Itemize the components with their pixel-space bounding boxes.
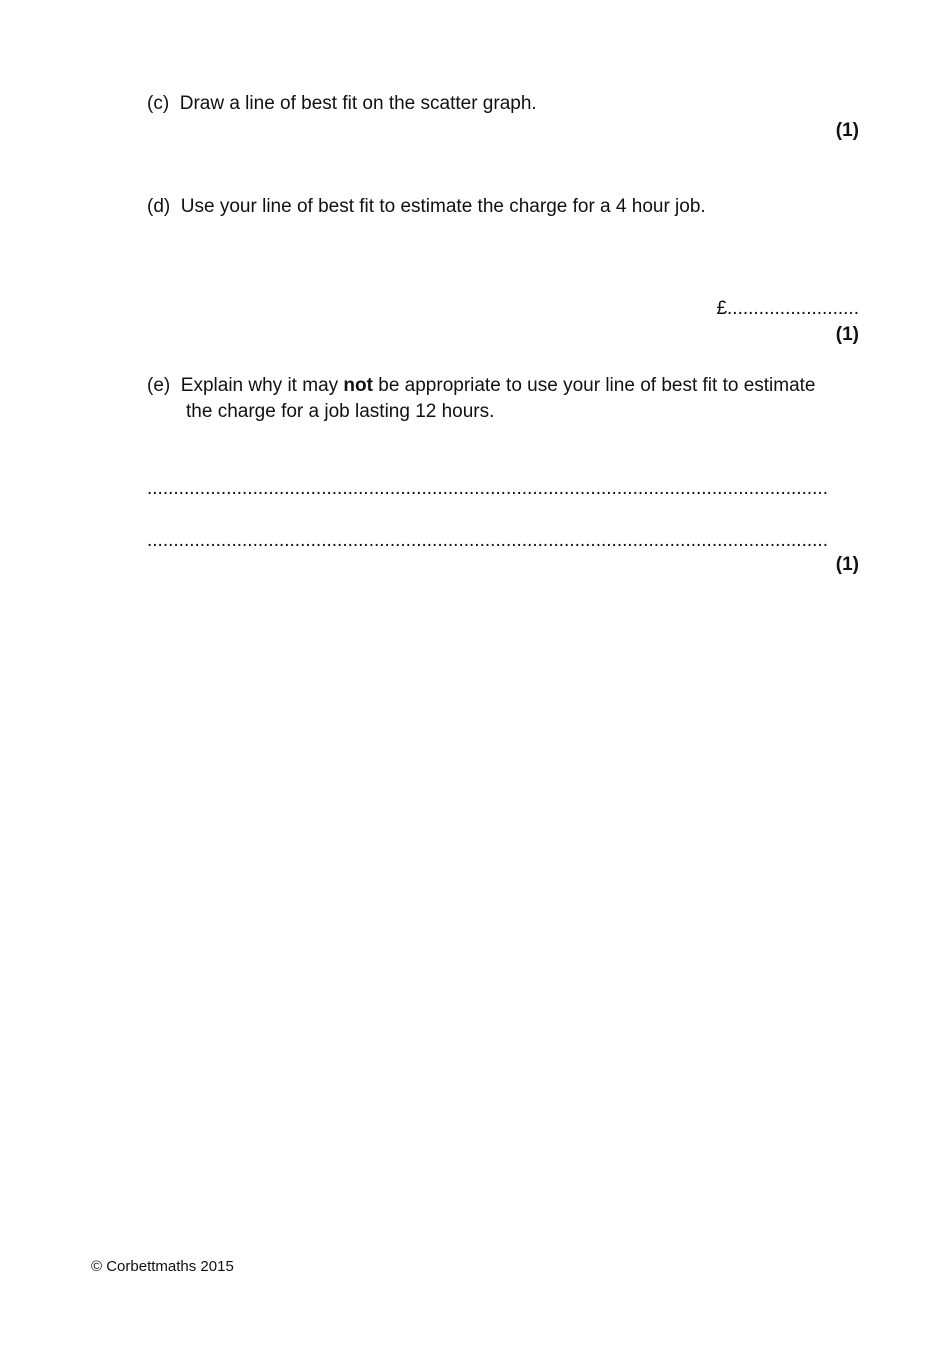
question-e-answer-line-1[interactable]: .................................................................................................................................: [147, 478, 828, 499]
question-c-text: Draw a line of best fit on the scatter graph.: [179, 93, 537, 114]
question-e-text-before: Explain why it may: [180, 375, 344, 396]
question-e-answer-line-2[interactable]: .................................................................................................................................: [147, 530, 828, 551]
answer-dots: .........................: [727, 298, 859, 319]
question-d: [147, 196, 706, 218]
question-c-label: (c): [147, 93, 170, 114]
question-e: [147, 375, 816, 397]
question-e-label: (e): [147, 375, 171, 396]
currency-symbol: £: [716, 298, 728, 319]
question-d-answer-line[interactable]: [716, 298, 859, 320]
question-e-text-after: be appropriate to use your line of best fit to estimate: [372, 375, 816, 396]
question-d-marks: (1): [835, 324, 859, 345]
question-d-label: (d): [147, 196, 171, 217]
question-e-text-bold: not: [343, 375, 373, 396]
question-c-marks: (1): [835, 120, 859, 141]
question-e-marks: (1): [835, 554, 859, 575]
question-d-text: Use your line of best fit to estimate the charge for a 4 hour job.: [180, 196, 706, 217]
question-c: [147, 93, 537, 115]
footer-copyright: © Corbettmaths 2015: [91, 1258, 234, 1275]
question-e-text-line2: the charge for a job lasting 12 hours.: [186, 401, 495, 422]
